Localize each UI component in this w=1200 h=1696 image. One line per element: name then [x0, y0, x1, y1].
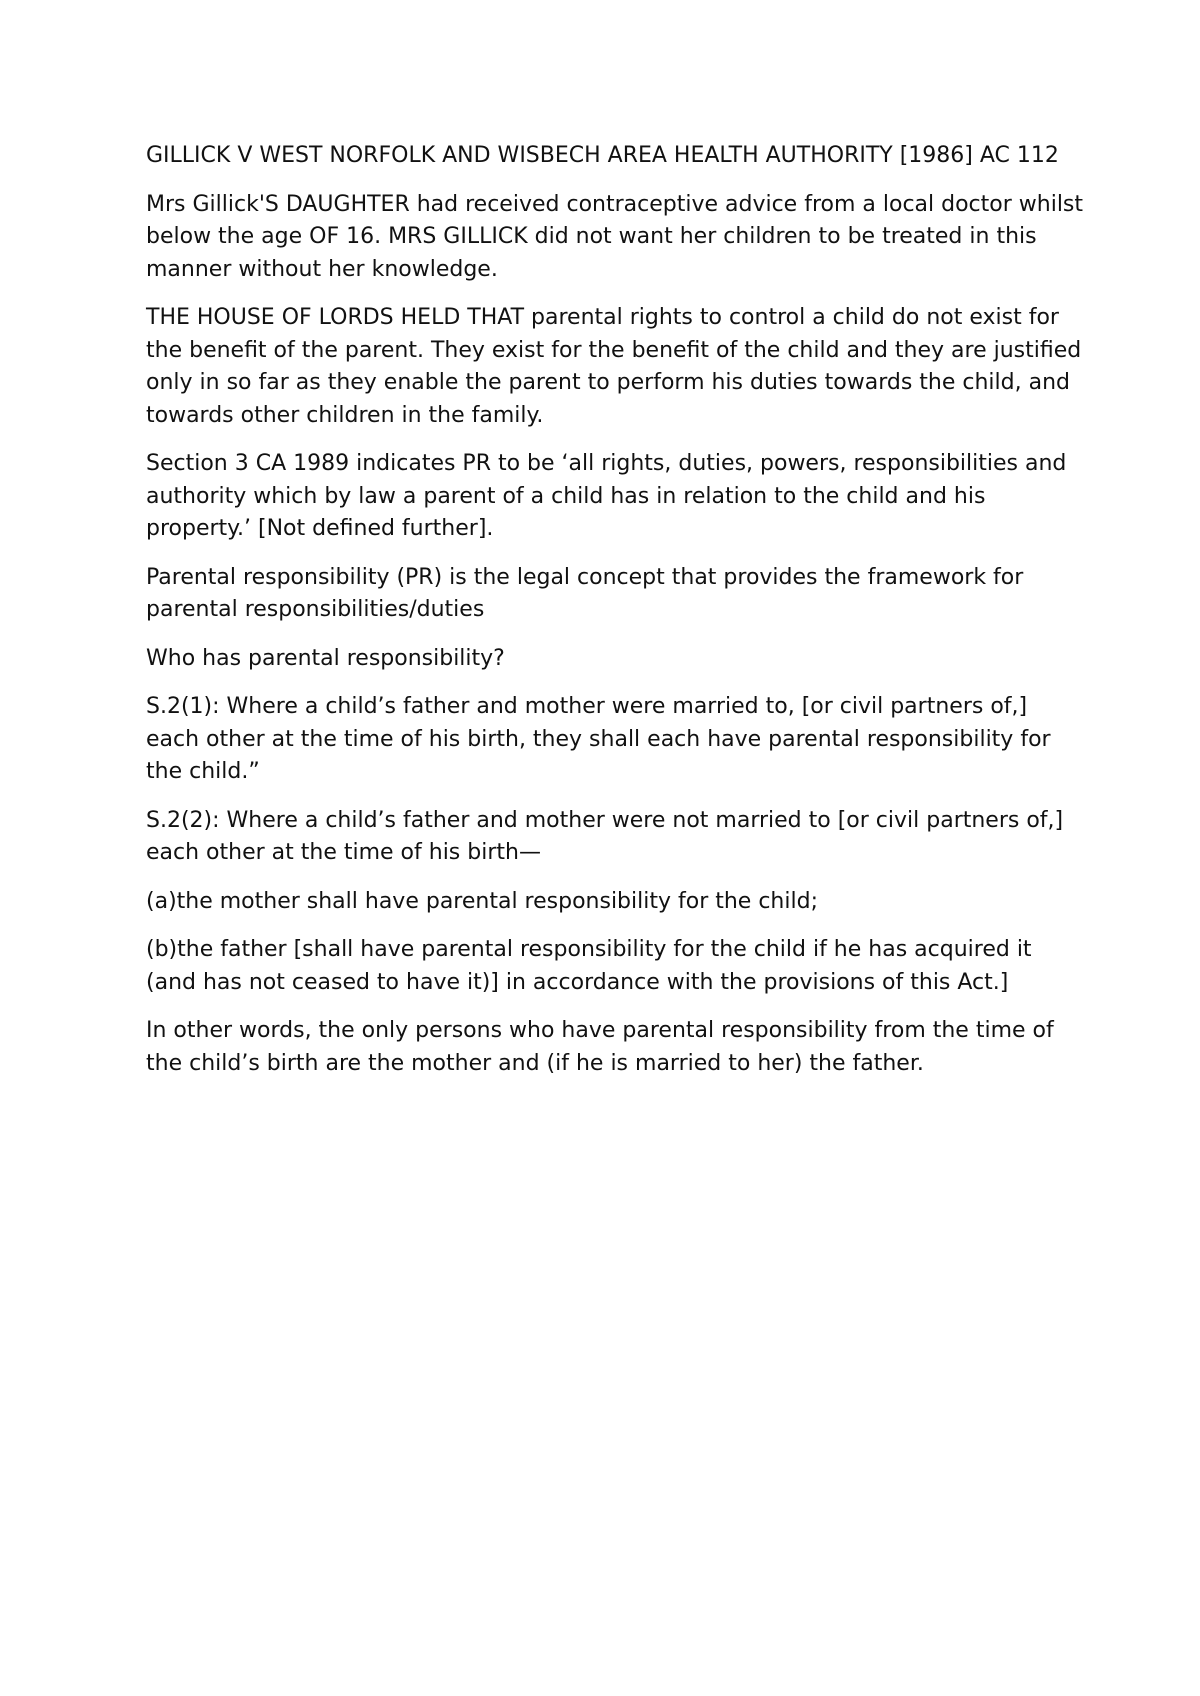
section-3-paragraph: Section 3 CA 1989 indicates PR to be ‘all rights, duties, powers, responsibilities and authority which by law a parent of a child has in relation to the child and his property.’ [Not defined further]. — [146, 451, 1067, 541]
house-of-lords-holding-paragraph: THE HOUSE OF LORDS HELD THAT parental rights to control a child do not exist for the benefit of the parent. They exist for the benefit of the child and they are justified only in so far as they enable the parent to perform his duties towards the child, and towards other children in the family. — [146, 305, 1082, 428]
summary-paragraph: In other words, the only persons who have parental responsibility from the time of the child’s birth are the mother and (if he is married to her) the father. — [146, 1018, 1054, 1076]
case-heading: GILLICK V WEST NORFOLK AND WISBECH AREA HEALTH AUTHORITY [1986] AC 112 — [146, 143, 1059, 168]
document-body — [146, 140, 1086, 1096]
section-2-2-b-paragraph: (b)the father [shall have parental responsibility for the child if he has acquired it (and has not ceased to have it)] in accordance with the provisions of this Act.] — [146, 937, 1032, 995]
who-has-pr-question: Who has parental responsibility? — [146, 645, 505, 671]
section-2-1-paragraph: S.2(1): Where a child’s father and mother were married to, [or civil partners of,] each other at the time of his birth, they shall each have parental responsibility for the child.” — [146, 694, 1051, 784]
case-facts-paragraph: Mrs Gillick'S DAUGHTER had received contraceptive advice from a local doctor whilst below the age OF 16. MRS GILLICK did not want her children to be treated in this manner without her knowledge. — [146, 191, 1084, 282]
pr-definition-paragraph: Parental responsibility (PR) is the legal concept that provides the framework for parental responsibilities/duties — [146, 564, 1024, 622]
section-2-2-paragraph: S.2(2): Where a child’s father and mother were not married to [or civil partners of,] each other at the time of his birth— — [146, 807, 1064, 865]
section-2-2-a-paragraph: (a)the mother shall have parental responsibility for the child; — [146, 888, 818, 914]
